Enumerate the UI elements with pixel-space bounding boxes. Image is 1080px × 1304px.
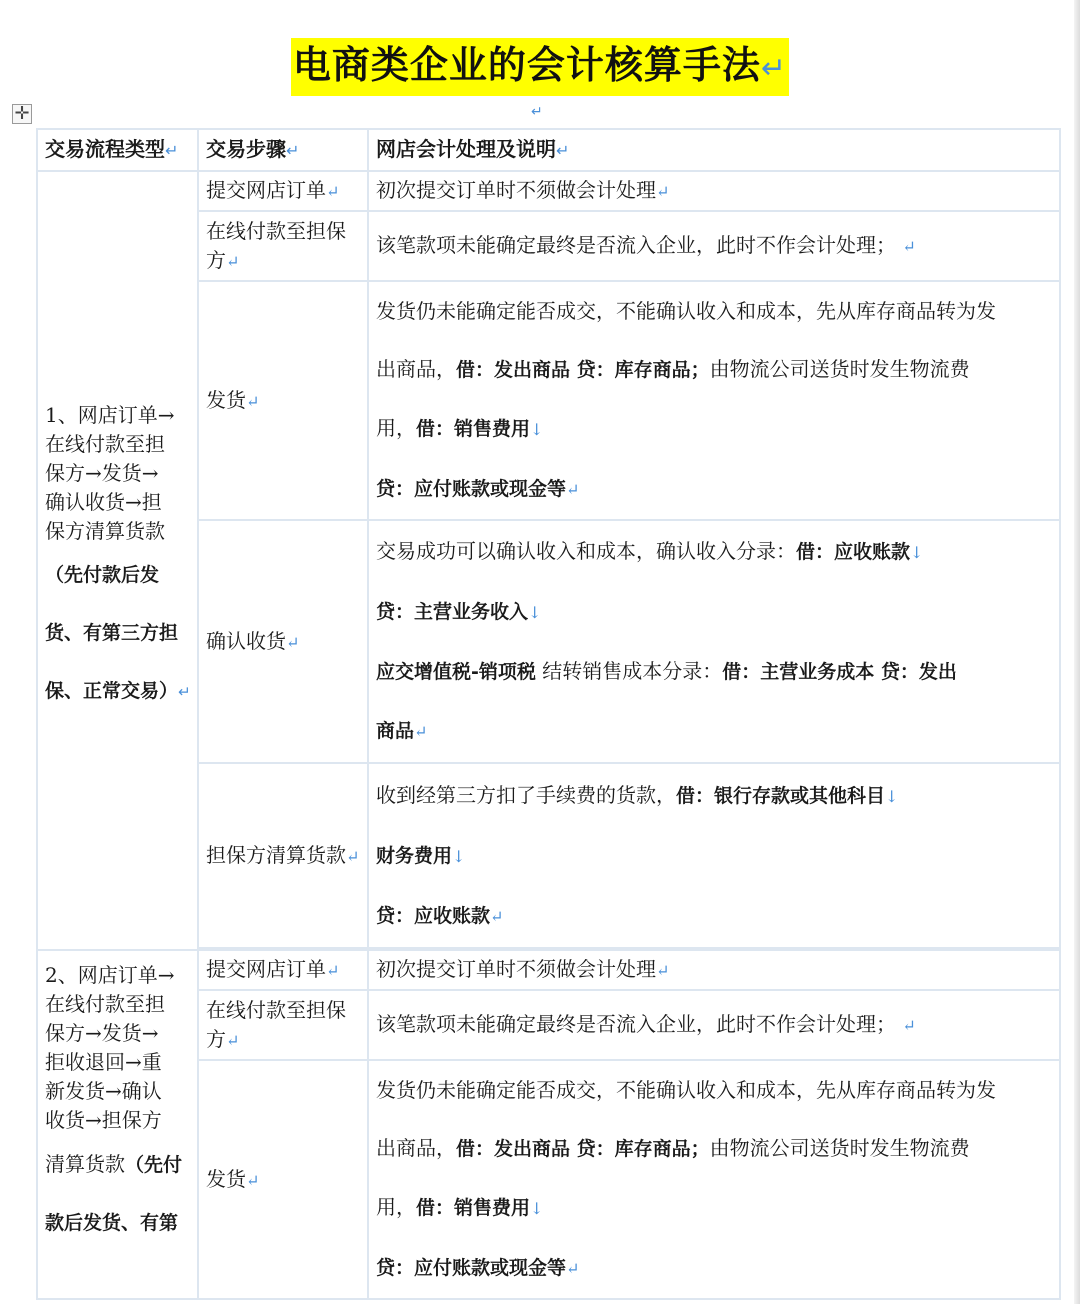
category-line: 保方→发货→ bbox=[45, 460, 159, 485]
category-note: （先付款后发 bbox=[45, 563, 160, 586]
desc-line: 发货仍未能确定能否成交，不能确认收入和成本，先从库存商品转为发 bbox=[376, 299, 996, 323]
table-move-handle-icon[interactable]: ✛ bbox=[12, 104, 32, 124]
desc-guarantor-settle bbox=[368, 763, 1060, 948]
journal-entry: 贷：应付账款或现金等 bbox=[376, 478, 567, 500]
header-label: 交易流程类型 bbox=[45, 137, 165, 161]
desc-line bbox=[376, 701, 1053, 761]
category-line: 保方→发货→ bbox=[45, 1021, 159, 1045]
paragraph-mark: ↵ bbox=[656, 961, 670, 980]
paragraph-mark: ↵ bbox=[226, 251, 240, 271]
desc-text: 初次提交订单时不须做会计处理 bbox=[376, 178, 656, 202]
paragraph-mark: ↵ bbox=[531, 104, 543, 120]
desc-line bbox=[376, 340, 1053, 399]
line-break-mark: ↓ bbox=[530, 420, 544, 439]
step-confirm-receipt bbox=[198, 520, 368, 763]
line-break-mark: ↓ bbox=[530, 1199, 544, 1218]
step-submit-order bbox=[198, 171, 368, 211]
paragraph-mark: ↵ bbox=[902, 1016, 916, 1035]
desc-text: 由物流公司送货时发生物流费 bbox=[709, 357, 970, 381]
category-note: （先付 bbox=[125, 1154, 183, 1176]
paragraph-mark: ↵ bbox=[226, 1030, 240, 1050]
step-label: 在线付款至担保 bbox=[206, 218, 346, 243]
desc-line bbox=[376, 459, 1053, 519]
desc-line: 发货仍未能确定能否成交，不能确认收入和成本，先从库存商品转为发 bbox=[376, 1078, 996, 1102]
category-line: 在线付款至担 bbox=[45, 992, 165, 1016]
desc-online-payment bbox=[368, 990, 1060, 1060]
step-label: 方 bbox=[206, 1026, 226, 1051]
step-label: 发货 bbox=[206, 1166, 246, 1191]
desc-line bbox=[376, 1178, 1053, 1238]
header-label: 交易步骤 bbox=[206, 137, 286, 161]
category-clip bbox=[45, 961, 191, 1257]
desc-text: 该笔款项未能确定最终是否流入企业，此时不作会计处理； bbox=[376, 1012, 896, 1036]
paragraph-mark: ↵ bbox=[286, 141, 300, 160]
category-note-last bbox=[45, 662, 191, 721]
desc-line bbox=[376, 826, 1053, 886]
journal-entry: 应交增值税-销项税 bbox=[376, 661, 536, 683]
table-header-row bbox=[37, 129, 1060, 171]
paragraph-mark: ↵ bbox=[326, 961, 340, 980]
desc-confirm-receipt bbox=[368, 520, 1060, 763]
line-break-mark: ↓ bbox=[885, 786, 899, 806]
desc-submit-order bbox=[368, 171, 1060, 211]
journal-entry: 贷：主营业务收入 bbox=[376, 601, 529, 623]
category-cell-1 bbox=[37, 171, 198, 950]
paragraph-mark: ↵ bbox=[246, 1170, 260, 1190]
header-accounting-treatment bbox=[368, 129, 1060, 171]
category-line: 在线付款至担 bbox=[45, 431, 165, 456]
journal-entry: 借：主营业务成本 贷：发出 bbox=[722, 661, 957, 683]
step-guarantor-settle bbox=[198, 763, 368, 948]
category-cell-2 bbox=[37, 950, 198, 1299]
header-label: 网店会计处理及说明 bbox=[376, 137, 556, 161]
step-label: 发货 bbox=[206, 387, 246, 412]
category-line bbox=[45, 1135, 191, 1194]
category-note: 款后发货、有第 bbox=[45, 1212, 179, 1234]
category-line: 2、网店订单→ bbox=[45, 963, 175, 987]
journal-entry: 借：应收账款 bbox=[796, 541, 911, 563]
line-break-mark: ↓ bbox=[528, 603, 542, 622]
header-transaction-type bbox=[37, 129, 198, 171]
journal-entry: 借：发出商品 贷：库存商品； bbox=[456, 359, 710, 381]
journal-entry: 贷：应付账款或现金等 bbox=[376, 1257, 567, 1279]
category-note-text: 保、正常交易） bbox=[45, 679, 179, 702]
category-line: 收货→担保方 bbox=[45, 1108, 162, 1132]
desc-line bbox=[376, 399, 1053, 459]
paragraph-mark: ↵ bbox=[165, 141, 179, 160]
desc-line bbox=[376, 1119, 1053, 1178]
category-line: 新发货→确认 bbox=[45, 1079, 162, 1103]
journal-entry: 借：销售费用 bbox=[416, 1197, 531, 1219]
desc-line bbox=[376, 522, 1053, 582]
paragraph-mark: ↵ bbox=[286, 632, 300, 652]
table-row bbox=[37, 950, 1060, 990]
desc-text: 用， bbox=[376, 416, 416, 440]
line-break-mark: ↓ bbox=[910, 543, 924, 562]
desc-line bbox=[376, 886, 1053, 946]
document-title-text: 电商类企业的会计核算手法 bbox=[292, 43, 761, 87]
step-label: 提交网店订单 bbox=[206, 178, 326, 202]
step-label: 确认收货 bbox=[206, 628, 286, 653]
step-label: 在线付款至担保 bbox=[206, 997, 346, 1022]
desc-text: 该笔款项未能确定最终是否流入企业，此时不作会计处理； bbox=[376, 233, 896, 257]
paragraph-mark: ↵ bbox=[656, 182, 670, 201]
page-right-edge bbox=[1074, 0, 1080, 1304]
desc-submit-order bbox=[368, 950, 1060, 990]
paragraph-mark: ↵ bbox=[326, 182, 340, 201]
journal-entry: 借：销售费用 bbox=[416, 418, 531, 440]
journal-entry: 财务费用 bbox=[376, 844, 453, 867]
desc-line bbox=[376, 1238, 1053, 1298]
paragraph-mark: ↵ bbox=[246, 391, 260, 411]
paragraph-mark: ↵ bbox=[556, 141, 570, 160]
paragraph-mark: ↵ bbox=[178, 682, 191, 701]
step-online-payment bbox=[198, 211, 368, 281]
step-ship bbox=[198, 1060, 368, 1299]
paragraph-mark: ↵ bbox=[902, 237, 916, 256]
step-online-payment bbox=[198, 990, 368, 1060]
journal-entry: 贷：应收账款 bbox=[376, 904, 491, 927]
line-break-mark: ↓ bbox=[452, 846, 466, 866]
desc-text: 结转销售成本分录： bbox=[535, 659, 723, 683]
paragraph-mark: ↵ bbox=[414, 722, 428, 741]
step-ship bbox=[198, 281, 368, 520]
paragraph-mark: ↵ bbox=[490, 906, 504, 926]
category-line: 确认收货→担 bbox=[45, 489, 162, 514]
desc-text: 用， bbox=[376, 1195, 416, 1219]
desc-text: 出商品， bbox=[376, 1136, 456, 1160]
category-text: 清算货款 bbox=[45, 1152, 125, 1176]
category-line: 1、网店订单→ bbox=[45, 402, 175, 427]
paragraph-mark: ↵ bbox=[346, 846, 360, 866]
category-note: 货、有第三方担 bbox=[45, 621, 179, 644]
step-label: 提交网店订单 bbox=[206, 957, 326, 981]
desc-line bbox=[376, 642, 1053, 701]
desc-ship bbox=[368, 281, 1060, 520]
step-label: 担保方清算货款 bbox=[206, 842, 346, 867]
category-line: 保方清算货款 bbox=[45, 518, 165, 543]
desc-text: 由物流公司送货时发生物流费 bbox=[709, 1136, 970, 1160]
category-line: 拒收退回→重 bbox=[45, 1050, 162, 1074]
desc-text: 收到经第三方扣了手续费的货款， bbox=[376, 782, 676, 807]
table-row bbox=[37, 171, 1060, 211]
desc-text: 交易成功可以确认收入和成本，确认收入分录： bbox=[376, 539, 796, 563]
step-label: 方 bbox=[206, 247, 226, 272]
document-title bbox=[291, 38, 789, 96]
desc-text: 出商品， bbox=[376, 357, 456, 381]
accounting-table bbox=[36, 128, 1061, 1300]
paragraph-mark: ↵ bbox=[760, 51, 788, 86]
title-block bbox=[0, 38, 1080, 96]
desc-ship bbox=[368, 1060, 1060, 1299]
step-submit-order bbox=[198, 950, 368, 990]
desc-line bbox=[376, 766, 1053, 826]
journal-entry: 商品 bbox=[376, 720, 415, 742]
desc-online-payment bbox=[368, 211, 1060, 281]
paragraph-mark: ↵ bbox=[566, 1259, 580, 1278]
desc-text: 初次提交订单时不须做会计处理 bbox=[376, 957, 656, 981]
header-transaction-step bbox=[198, 129, 368, 171]
paragraph-mark: ↵ bbox=[566, 480, 580, 499]
journal-entry: 借：银行存款或其他科目 bbox=[676, 784, 886, 807]
desc-line bbox=[376, 582, 1053, 642]
journal-entry: 借：发出商品 贷：库存商品； bbox=[456, 1138, 710, 1160]
